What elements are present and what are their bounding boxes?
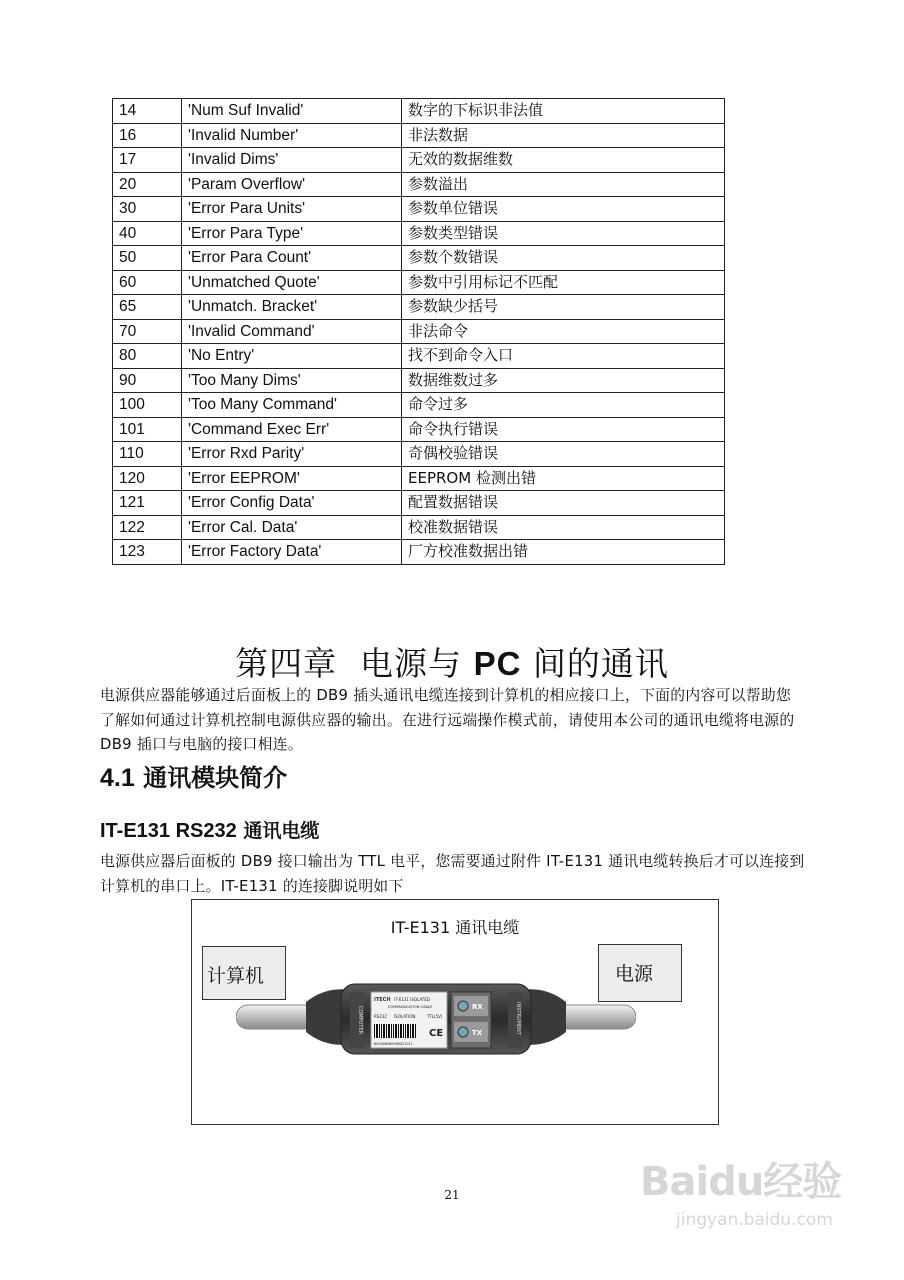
section-title: 通讯模块简介	[134, 764, 288, 792]
chapter-title	[0, 638, 904, 685]
error-description-cell: 参数缺少括号	[402, 295, 725, 320]
error-name-cell: 'Error EEPROM'	[182, 466, 402, 491]
error-code-cell: 70	[113, 319, 182, 344]
intro-paragraph: 电源供应器能够通过后面板上的 DB9 插头通讯电缆连接到计算机的相应接口上，下面的内容可以帮助您了解如何通过计算机控制电源供应器的输出。在进行远端操作模式前，请使用本公司的通讯电缆将电源的 DB9 插口与电脑的接口相连。	[100, 687, 795, 753]
baidu-watermark-logo: Baidu经验	[640, 1159, 842, 1205]
model-line-1: IT-E131 ISOLATED	[394, 997, 430, 1002]
ce-mark: CE	[429, 1028, 444, 1039]
cable-image	[236, 972, 636, 1068]
error-description-cell: 数据维数过多	[402, 368, 725, 393]
error-code-table	[112, 98, 725, 565]
error-name-cell: 'Param Overflow'	[182, 172, 402, 197]
table-row	[113, 246, 725, 271]
error-description-cell: 配置数据错误	[402, 491, 725, 516]
error-description-cell: 参数溢出	[402, 172, 725, 197]
error-code-cell: 30	[113, 197, 182, 222]
error-description-cell: 厂方校准数据出错	[402, 540, 725, 565]
error-code-cell: 40	[113, 221, 182, 246]
error-description-cell: 参数个数错误	[402, 246, 725, 271]
table-row	[113, 99, 725, 124]
table-row	[113, 344, 725, 369]
error-name-cell: 'Error Para Count'	[182, 246, 402, 271]
error-description-cell: 参数中引用标记不匹配	[402, 270, 725, 295]
error-code-cell: 120	[113, 466, 182, 491]
table-row	[113, 466, 725, 491]
table-row	[113, 148, 725, 173]
subsection-code: IT-E131 RS232	[100, 820, 237, 842]
ttl-label: TTL(5V)	[427, 1014, 443, 1019]
cable-diagram	[191, 899, 719, 1125]
barcode-number: 800466080989021011	[374, 1042, 413, 1046]
page-number: 21	[444, 1188, 460, 1202]
error-name-cell: 'Invalid Command'	[182, 319, 402, 344]
error-name-cell: 'Error Rxd Parity'	[182, 442, 402, 467]
table-row	[113, 368, 725, 393]
error-description-cell: 参数单位错误	[402, 197, 725, 222]
computer-end-label: COMPUTER	[357, 1006, 363, 1035]
error-description-cell: EEPROM 检测出错	[402, 466, 725, 491]
tx-led	[458, 1027, 468, 1037]
table-row	[113, 442, 725, 467]
error-name-cell: 'Error Cal. Data'	[182, 515, 402, 540]
diagram-title: IT-E131 通讯电缆	[390, 918, 520, 937]
error-description-cell: 命令执行错误	[402, 417, 725, 442]
error-name-cell: 'Error Para Units'	[182, 197, 402, 222]
table-row	[113, 221, 725, 246]
error-description-cell: 非法数据	[402, 123, 725, 148]
error-code-cell: 17	[113, 148, 182, 173]
error-code-cell: 80	[113, 344, 182, 369]
error-name-cell: 'No Entry'	[182, 344, 402, 369]
model-line-2: COMMUNICATION CABLE	[388, 1005, 433, 1009]
error-description-cell: 校准数据错误	[402, 515, 725, 540]
error-name-cell: 'Command Exec Err'	[182, 417, 402, 442]
error-code-cell: 110	[113, 442, 182, 467]
error-name-cell: 'Invalid Number'	[182, 123, 402, 148]
table-row	[113, 393, 725, 418]
chapter-title-prefix: 第四章 电源与	[235, 644, 474, 683]
table-row	[113, 270, 725, 295]
error-name-cell: 'Error Para Type'	[182, 221, 402, 246]
computer-box: 计算机	[202, 946, 286, 1000]
error-name-cell: 'Num Suf Invalid'	[182, 99, 402, 124]
table-row	[113, 417, 725, 442]
error-name-cell: 'Unmatch. Bracket'	[182, 295, 402, 320]
error-description-cell: 无效的数据维数	[402, 148, 725, 173]
error-description-cell: 奇偶校验错误	[402, 442, 725, 467]
chapter-title-bold: PC	[473, 645, 522, 682]
left-wire	[236, 1005, 316, 1029]
error-name-cell: 'Too Many Command'	[182, 393, 402, 418]
error-code-cell: 90	[113, 368, 182, 393]
error-name-cell: 'Too Many Dims'	[182, 368, 402, 393]
brand-logo: ITECH	[374, 997, 391, 1003]
error-code-cell: 60	[113, 270, 182, 295]
rs232-label: RS232	[374, 1014, 387, 1019]
error-code-table-body	[113, 99, 725, 565]
error-description-cell: 非法命令	[402, 319, 725, 344]
error-code-cell: 14	[113, 99, 182, 124]
chapter-title-suffix: 间的通讯	[521, 644, 669, 683]
error-description-cell: 命令过多	[402, 393, 725, 418]
table-row	[113, 295, 725, 320]
error-description-cell: 找不到命令入口	[402, 344, 725, 369]
error-description-cell: 参数类型错误	[402, 221, 725, 246]
rx-label: RX	[472, 1003, 483, 1011]
error-code-cell: 65	[113, 295, 182, 320]
error-name-cell: 'Invalid Dims'	[182, 148, 402, 173]
tx-label: TX	[472, 1029, 483, 1037]
error-name-cell: 'Error Factory Data'	[182, 540, 402, 565]
rx-led	[458, 1001, 468, 1011]
cable-illustration	[236, 972, 636, 1068]
baidu-watermark-url: jingyan.baidu.com	[676, 1210, 833, 1230]
table-row	[113, 515, 725, 540]
error-name-cell: 'Error Config Data'	[182, 491, 402, 516]
error-code-cell: 123	[113, 540, 182, 565]
error-code-cell: 100	[113, 393, 182, 418]
subsection-paragraph: 电源供应器后面板的 DB9 接口输出为 TTL 电平，您需要通过附件 IT-E131 通讯电缆转换后才可以连接到计算机的串口上。IT-E131 的连接脚说明如下	[100, 853, 805, 895]
subsection-heading	[100, 816, 319, 843]
table-row	[113, 491, 725, 516]
error-description-cell: 数字的下标识非法值	[402, 99, 725, 124]
power-supply-box: 电源	[598, 944, 682, 1002]
isolation-label: ISOLATION	[394, 1014, 416, 1019]
section-heading	[100, 758, 287, 793]
table-row	[113, 540, 725, 565]
error-code-cell: 20	[113, 172, 182, 197]
subsection-title: 通讯电缆	[236, 820, 320, 842]
error-code-cell: 122	[113, 515, 182, 540]
table-row	[113, 319, 725, 344]
error-code-cell: 121	[113, 491, 182, 516]
section-number: 4.1	[100, 764, 135, 792]
table-row	[113, 197, 725, 222]
table-row	[113, 172, 725, 197]
instrument-end-label: INSTRUMENT	[515, 1002, 521, 1035]
error-code-cell: 16	[113, 123, 182, 148]
error-code-cell: 50	[113, 246, 182, 271]
error-code-cell: 101	[113, 417, 182, 442]
table-row	[113, 123, 725, 148]
error-name-cell: 'Unmatched Quote'	[182, 270, 402, 295]
